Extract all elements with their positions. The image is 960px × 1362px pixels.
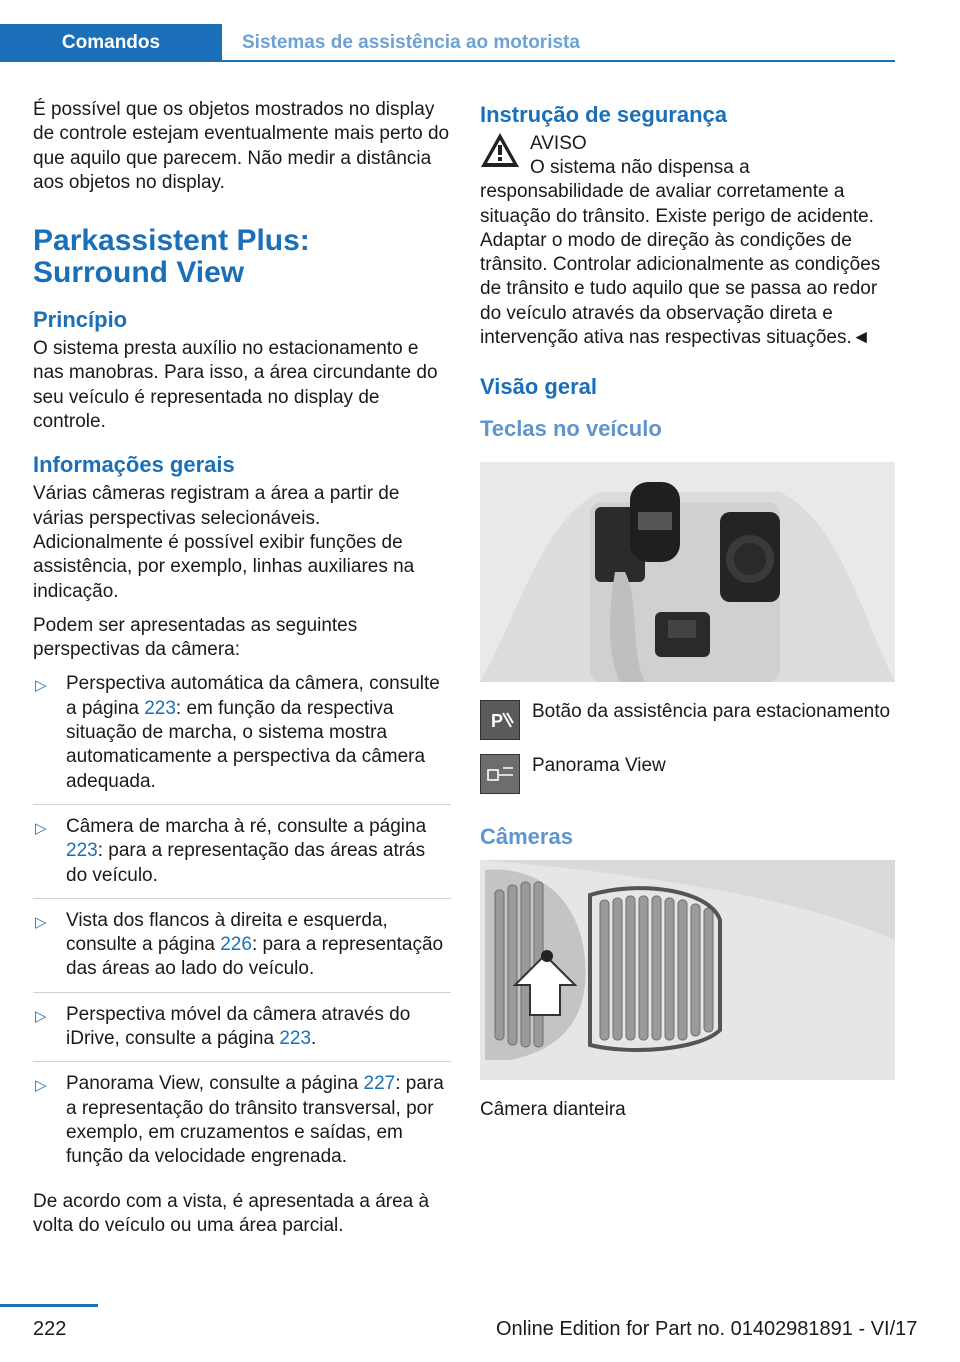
overview-heading: Visão geral xyxy=(480,374,597,400)
perspectives-intro: Podem ser apresentadas as seguintes perspectivas da câmera: xyxy=(33,614,358,661)
svg-text:P: P xyxy=(491,711,504,732)
outro-text: De acordo com a vista, é apresentada a área à volta do veículo ou uma área parcial. xyxy=(33,1190,430,1236)
page-number: 222 xyxy=(33,1318,67,1340)
triangle-bullet-icon: ▷ xyxy=(35,677,47,695)
warning-title: AVISO xyxy=(530,133,587,154)
warning-triangle-icon xyxy=(480,132,520,175)
info-heading: Informações gerais xyxy=(33,452,235,478)
list-item: ▷ Perspectiva móvel da câmera através do iDrive, consulte a página 223. xyxy=(33,1003,451,1063)
warning-text: O sistema não dispensa a responsabilidade de avaliar corretamente a situação do trânsito. Existe perigo de acidente. Adaptar o modo de direção às condições de trânsito. Controlar adicionalmente as condições de trânsito e tudo aquilo que se passa ao redor do veículo através da observação direta e intervenção ativa nas respectivas situações.◄ xyxy=(480,157,881,349)
page-header xyxy=(0,0,960,62)
page-link[interactable]: 227 xyxy=(363,1073,396,1095)
footer-divider xyxy=(0,1304,98,1307)
page-link[interactable]: 223 xyxy=(66,840,98,862)
principio-heading: Princípio xyxy=(33,307,128,333)
principio-text: O sistema presta auxílio no estacionamento e nas manobras. Para isso, a área circundante do seu veículo é representada no display de controle. xyxy=(33,338,438,433)
console-buttons-image xyxy=(480,462,895,682)
edition-text: Online Edition for Part no. 01402981891 - VI/17 xyxy=(496,1318,918,1340)
key-panorama xyxy=(480,754,895,794)
panorama-view-icon xyxy=(480,754,520,794)
right-column xyxy=(480,98,895,1123)
list-item: ▷ Câmera de marcha à ré, consulte a página 223: para a representação das áreas atrás do veículo. xyxy=(33,815,451,899)
parking-assist-icon xyxy=(480,700,520,740)
intro-text: É possível que os objetos mostrados no display de controle estejam eventualmente mais perto do que aquilo que parecem. Não medir a distância aos objetos no display. xyxy=(33,99,450,193)
tab-comandos[interactable]: Comandos xyxy=(0,24,222,62)
list-item: ▷ Vista dos flancos à direita e esquerda, consulte a página 226: para a representação das áreas ao lado do veículo. xyxy=(33,909,451,993)
triangle-bullet-icon: ▷ xyxy=(35,1007,47,1025)
key2-label: Panorama View xyxy=(532,755,666,777)
info-text: Várias câmeras registram a área a partir de várias perspectivas selecionáveis. Adicionalmente é possível exibir funções de assistência, por exemplo, linhas auxiliares na indicação. xyxy=(33,483,415,602)
camera-caption: Câmera dianteira xyxy=(480,1099,626,1121)
left-column xyxy=(33,98,451,1248)
header-divider xyxy=(0,60,895,62)
triangle-bullet-icon: ▷ xyxy=(35,1077,47,1095)
cameras-heading: Câmeras xyxy=(480,824,573,850)
list-item: ▷ Panorama View, consulte a página 227: para a representação do trânsito transversal, por exemplo, em cruzamentos e saídas, em função da velocidade engrenada. xyxy=(35,1073,444,1168)
warning-block xyxy=(480,132,895,192)
tab-assistencia[interactable]: Sistemas de assistência ao motorista xyxy=(242,32,580,53)
page-link[interactable]: 226 xyxy=(220,934,252,956)
triangle-bullet-icon: ▷ xyxy=(35,819,47,837)
list-item: ▷ Perspectiva automática da câmera, consulte a página 223: em função da respectiva situação de marcha, o sistema mostra automaticamente a perspectiva da câmera adequada. xyxy=(33,672,451,804)
keys-heading: Teclas no veículo xyxy=(480,416,662,442)
triangle-bullet-icon: ▷ xyxy=(35,913,47,931)
front-camera-image xyxy=(480,860,895,1080)
perspectives-list xyxy=(33,672,451,1179)
key-parking-assist xyxy=(480,700,895,740)
safety-heading: Instrução de segurança xyxy=(480,102,727,127)
page-link[interactable]: 223 xyxy=(279,1028,312,1050)
key1-label: Botão da assistência para estacionamento xyxy=(532,701,891,723)
section-title: Parkassistent Plus: Surround View xyxy=(33,224,310,290)
page-link[interactable]: 223 xyxy=(144,697,176,719)
